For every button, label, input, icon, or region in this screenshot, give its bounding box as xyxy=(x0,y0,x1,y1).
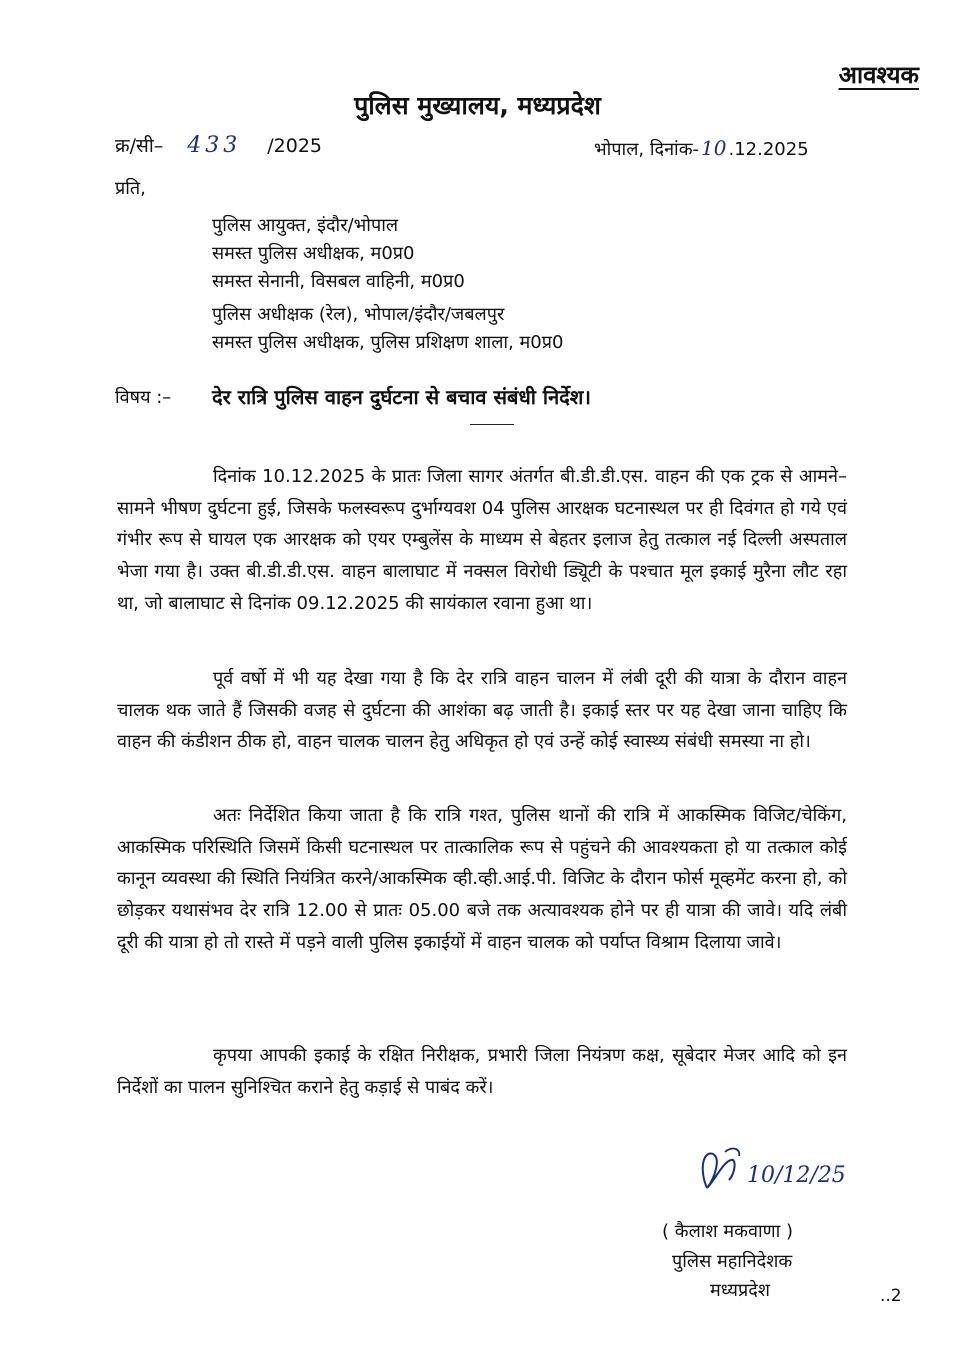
addressee-line: पुलिस आयुक्त, इंदौर/भोपाल xyxy=(212,215,399,236)
body-paragraph: कृपया आपकी इकाई के रक्षित निरीक्षक, प्रभारी जिला नियंत्रण कक्ष, सूबेदार मेजर आदि को इन निर्देशों का पालन सुनिश्चित कराने हेतु कड़ाई से पाबंद करें। xyxy=(117,1045,847,1098)
body-paragraph: पूर्व वर्षो में भी यह देखा गया है कि देर रात्रि वाहन चालन में लंबी दूरी की यात्रा के दौरान वाहन चालक थक जाते हैं जिसकी वजह से दुर्घटना की आशंका बढ़ जाती है। इकाई स्तर पर यह देखा जाना चाहिए कि वाहन की कंडीशन ठीक हो, वाहन चालक चालन हेतु अधिकृत हो एवं उन्हें कोई स्वास्थ्य संबंधी समस्या ना हो। xyxy=(117,668,847,753)
subject-label: विषय :– xyxy=(115,387,172,408)
subject-divider xyxy=(470,424,514,425)
addressee-line: समस्त सेनानी, विसबल वाहिनी, म0प्र0 xyxy=(212,271,465,292)
reference-prefix: क्र/सी– xyxy=(115,135,164,157)
body-paragraph: दिनांक 10.12.2025 के प्रातः जिला सागर अंतर्गत बी.डी.डी.एस. वाहन की एक ट्रक से आमने–सामने भीषण दुर्घटना हुई, जिसके फलस्वरूप दुर्भाग्यवश 04 पुलिस आरक्षक घटनास्थल पर ही दिवंगत हो गये एवं गंभीर रूप से घायल एक आरक्षक को एयर एम्बुलेंस के माध्यम से बेहतर इलाज हेतु तत्काल नई दिल्ली अस्पताल भेजा गया है। उक्त बी.डी.डी.एस. वाहन बालाघाट में नक्सल विरोधी ड्यिूटी के पश्चात मूल इकाई मुरैना लौट रहा था, जो बालाघाट से दिनांक 09.12.2025 की सायंकाल रवाना हुआ था। xyxy=(117,466,847,614)
signatory-designation: पुलिस महानिदेशक xyxy=(672,1251,793,1272)
body-paragraph: अतः निर्देशित किया जाता है कि रात्रि गश्त, पुलिस थानों की रात्रि में आकस्मिक विजिट/चेकिंग, आकस्मिक परिस्थिति जिसमें किसी घटनास्थल पर तात्कालिक रूप से पहुंचने की आवश्यकता हो या तत्काल कोई कानून व्यवस्था की स्थिति नियंत्रित करने/आकस्मिक व्ही.व्ही.आई.पी. विजिट के दौरान फोर्स मूव्हमेंट करना हो, को छोड़कर यथासंभव देर रात्रि 12.00 से प्रातः 05.00 बजे तक अत्यावश्यक होने पर ही यात्रा की जावे। यदि लंबी दूरी की यात्रा हो तो रास्ते में पड़ने वाली पुलिस इकाईयों में वाहन चालक को पर्याप्त विश्राम दिलाया जावे। xyxy=(117,805,847,953)
date-suffix: .12.2025 xyxy=(728,139,809,160)
urgent-marker: आवश्यक xyxy=(838,61,919,89)
signatory-name: ( कैलाश मकवाणा ) xyxy=(662,1221,794,1242)
page-continuation: ..2 xyxy=(880,1286,902,1306)
signatory-state: मध्यप्रदेश xyxy=(710,1280,771,1301)
reference-number xyxy=(115,132,322,158)
subject-text: देर रात्रि पुलिस वाहन दुर्घटना से बचाव संबंधी निर्देश। xyxy=(212,385,591,409)
addressee-line: समस्त पुलिस अधीक्षक, पुलिस प्रशिक्षण शाला, म0प्र0 xyxy=(212,332,564,353)
office-title: पुलिस मुख्यालय, मध्यप्रदेश xyxy=(354,91,601,120)
reference-handwritten-number: 433 xyxy=(187,133,242,158)
reference-year: /2025 xyxy=(267,135,323,157)
signature-date: 10/12/25 xyxy=(747,1163,846,1188)
addressee-label: प्रति, xyxy=(115,178,146,199)
letter-date xyxy=(594,136,809,161)
date-prefix: भोपाल, दिनांक- xyxy=(594,139,700,160)
addressee-line: पुलिस अधीक्षक (रेल), भोपाल/इंदौर/जबलपुर xyxy=(212,304,505,325)
date-handwritten-day: 10 xyxy=(701,136,727,160)
addressee-line: समस्त पुलिस अधीक्षक, म0प्र0 xyxy=(212,243,415,264)
signature-mark xyxy=(685,1140,865,1200)
